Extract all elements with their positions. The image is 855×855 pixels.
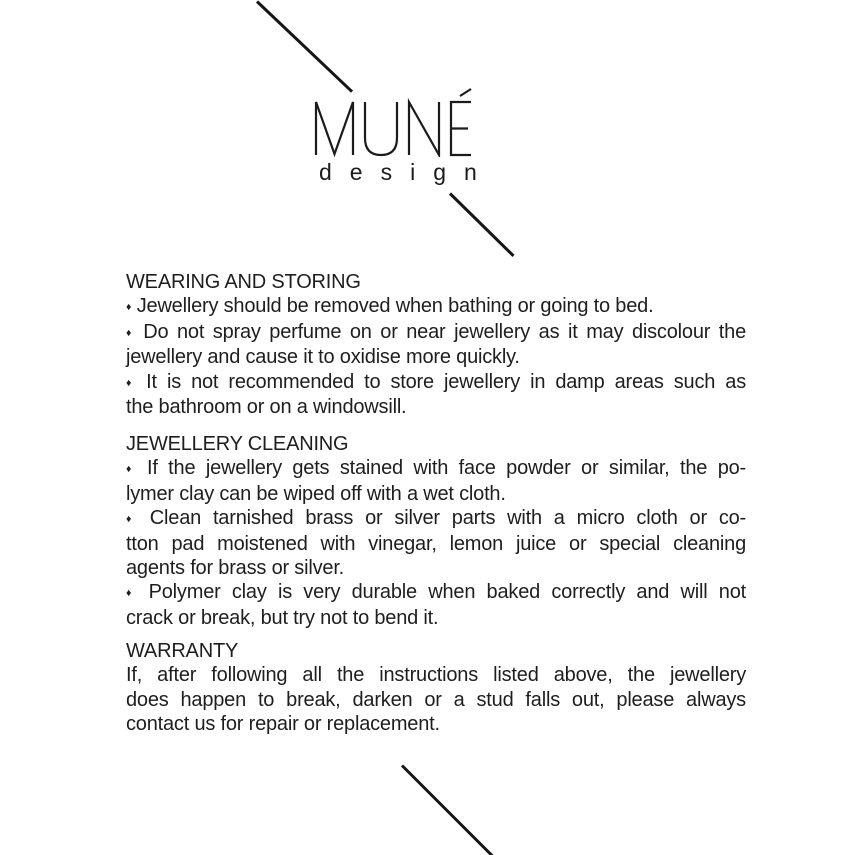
bullet-line: ♦ Polymer clay is very durable when baked correctly and will not <box>126 581 746 604</box>
section-warranty <box>126 639 746 737</box>
wrapped-line: agents for brass or silver. <box>126 557 345 580</box>
paragraph-line: If, after following all the instructions listed above, the jewellery <box>126 664 746 687</box>
bullet-line: ♦ Do not spray perfume on or near jewellery as it may discolour the <box>126 320 747 343</box>
brand-name-text <box>0 0 1 1</box>
paragraph-line: contact us for repair or replacement. <box>126 713 440 736</box>
section-heading: JEWELLERY CLEANING <box>126 433 349 455</box>
diagonal-line-middle <box>449 192 515 257</box>
bullet-line: ♦ It is not recommended to store jewellery in damp areas such as <box>126 370 746 393</box>
diagonal-line-top <box>256 0 353 92</box>
diamond-bullet-icon: ♦ <box>126 463 137 476</box>
diamond-bullet-icon: ♦ <box>126 326 135 339</box>
bullet-line: ♦ Jewellery should be removed when bathing or going to bed. <box>126 295 654 318</box>
diamond-bullet-icon: ♦ <box>126 301 132 314</box>
wrapped-line: lymer clay can be wiped off with a wet cloth. <box>126 482 506 505</box>
wrapped-line: the bathroom or on a windowsill. <box>126 396 407 419</box>
section-jewellery-cleaning <box>126 432 746 630</box>
wrapped-line: crack or break, but try not to bend it. <box>126 606 439 629</box>
section-wearing-and-storing <box>126 270 746 419</box>
bullet-line: ♦ Clean tarnished brass or silver parts with a micro cloth or co- <box>126 507 747 530</box>
bullet-line: ♦ If the jewellery gets stained with face powder or similar, the po- <box>126 457 747 480</box>
diamond-bullet-icon: ♦ <box>126 513 138 526</box>
diagonal-line-bottom <box>401 764 494 855</box>
wrapped-line: tton pad moistened with vinegar, lemon juice or special cleaning <box>126 532 746 555</box>
paragraph-line: does happen to break, darken or a stud falls out, please always <box>126 688 746 711</box>
diamond-bullet-icon: ♦ <box>126 587 138 600</box>
diamond-bullet-icon: ♦ <box>126 376 137 389</box>
section-heading: WARRANTY <box>126 640 239 662</box>
brand-subtitle: design <box>319 159 495 185</box>
section-heading: WEARING AND STORING <box>126 271 361 293</box>
wrapped-line: jewellery and cause it to oxidise more quickly. <box>126 346 520 369</box>
mune-wordmark-logo <box>313 87 473 157</box>
